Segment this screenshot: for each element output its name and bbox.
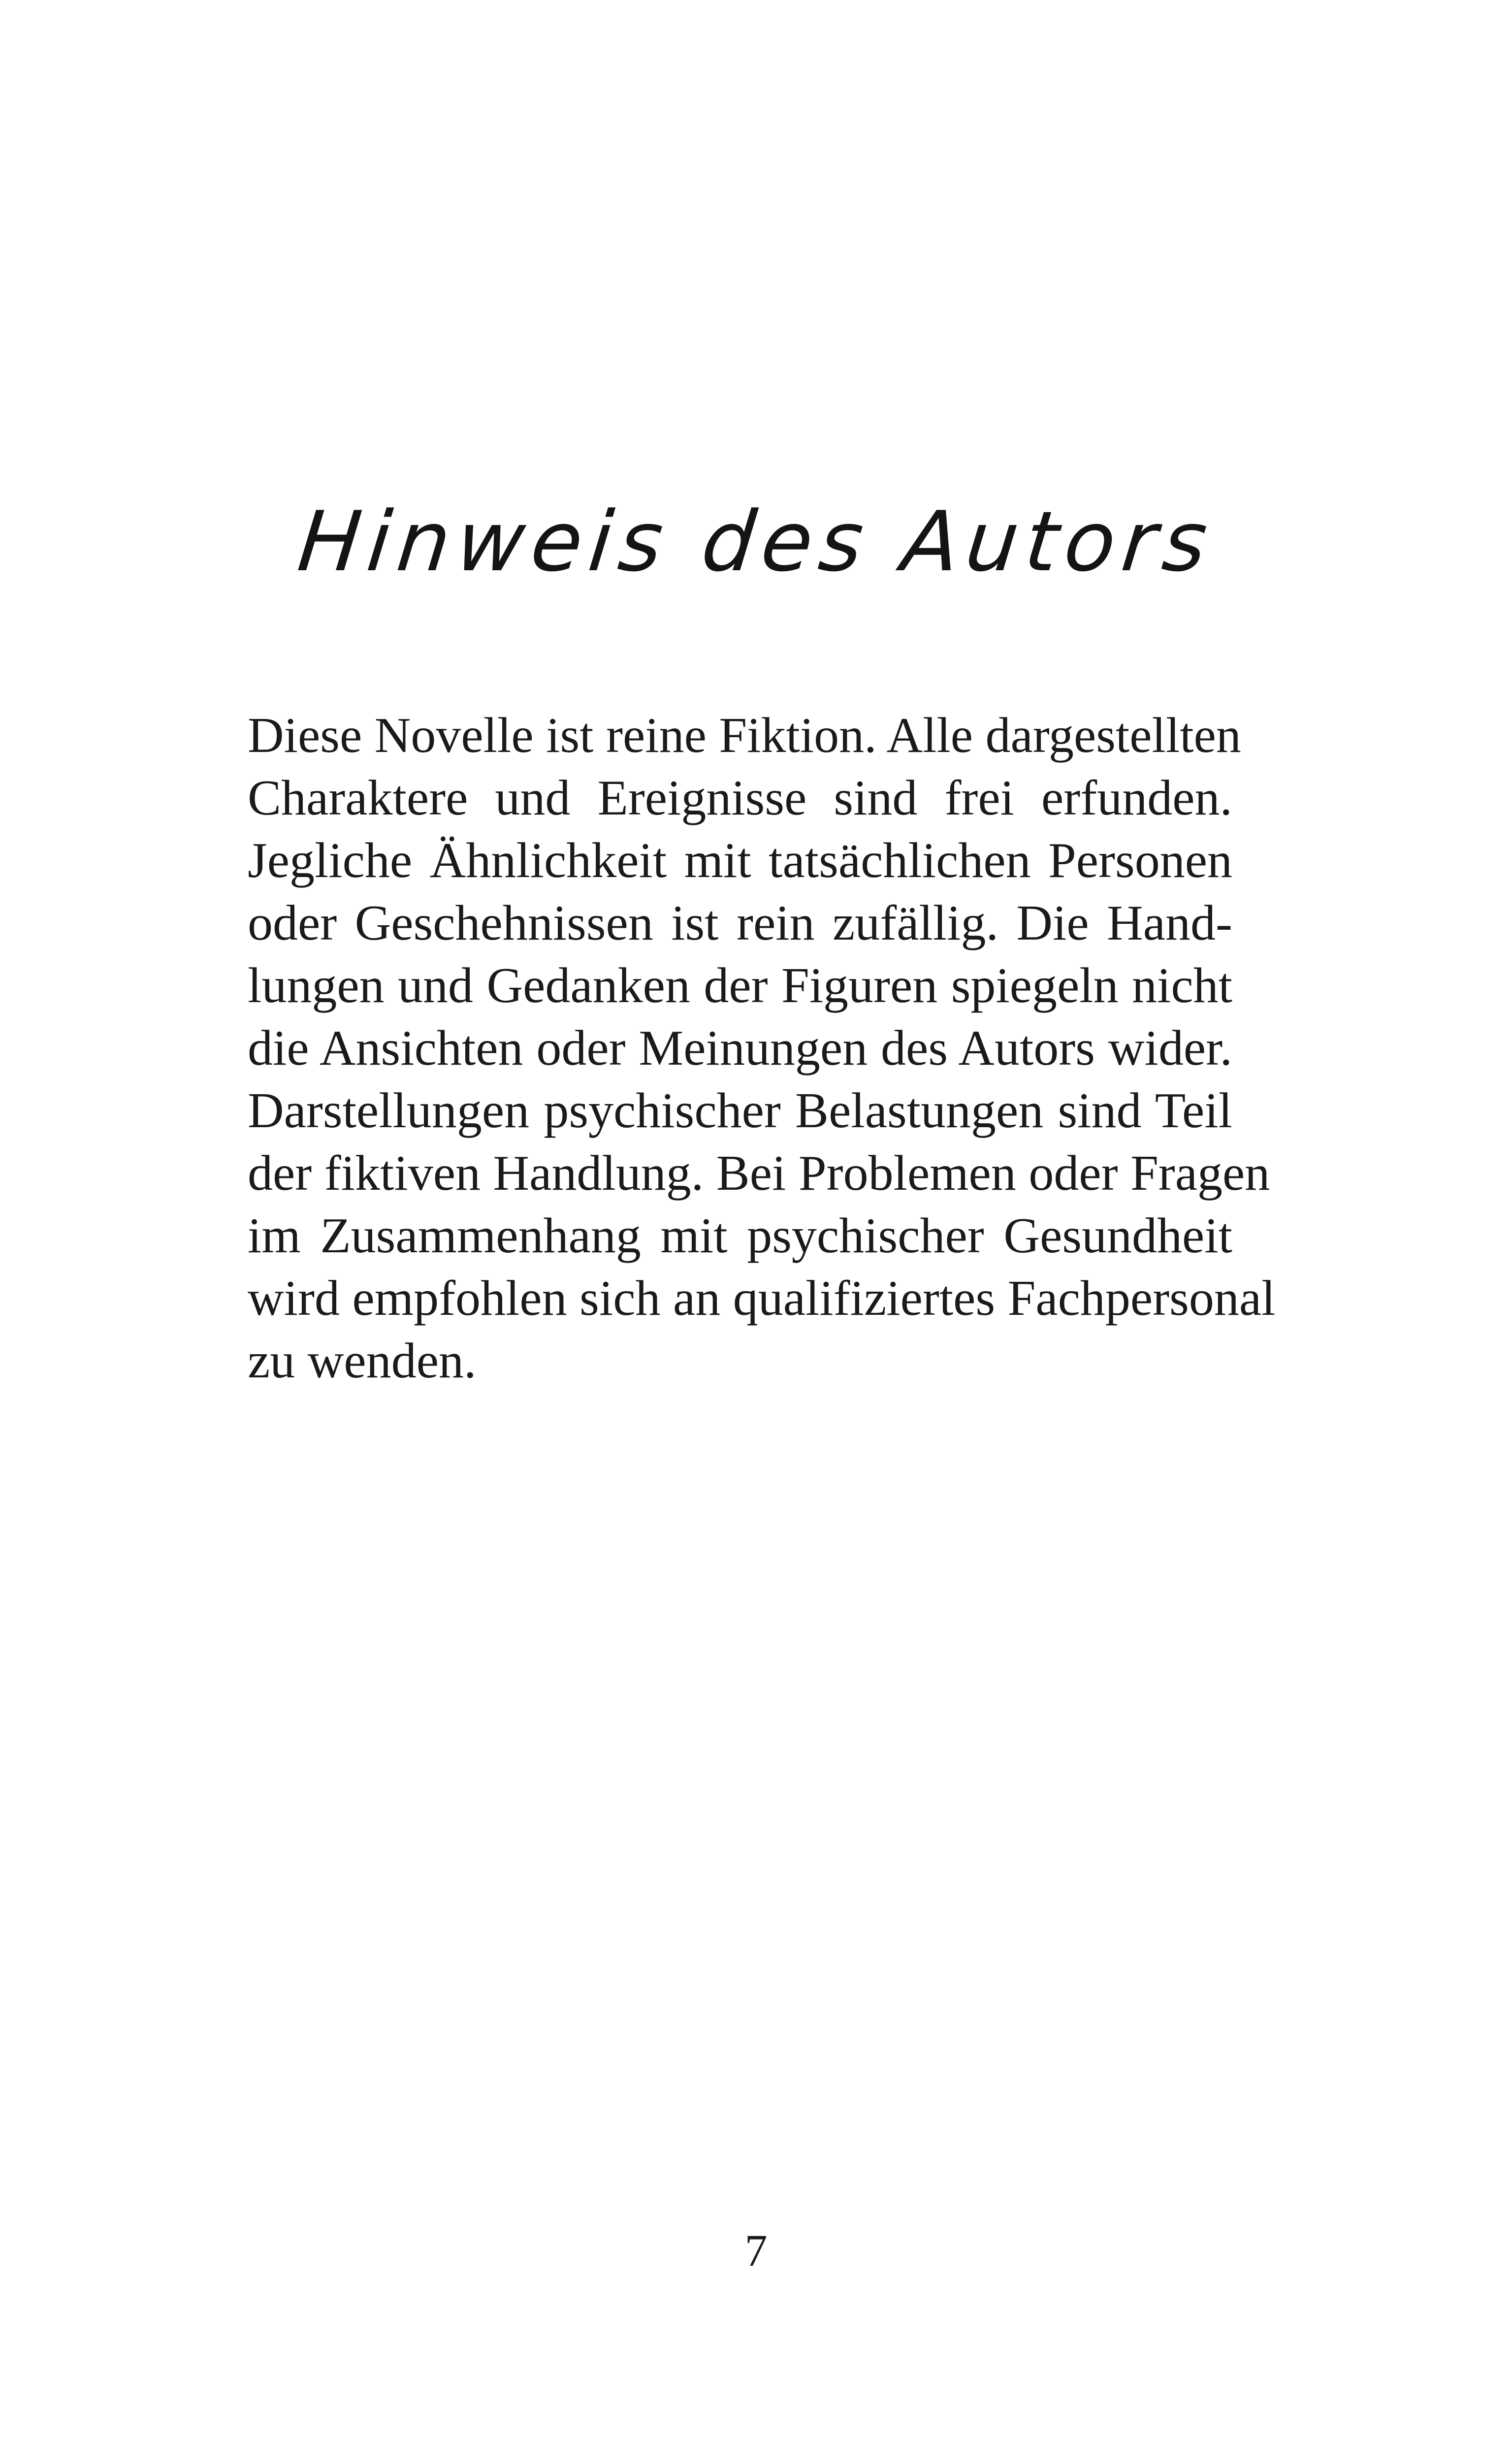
paragraph-line: die Ansichten oder Meinungen des Autors wider. <box>248 1020 1232 1076</box>
paragraph-line: lungen und Gedanken der Figuren spiegeln nicht <box>248 958 1232 1013</box>
paragraph-line: Diese Novelle ist reine Fiktion. Alle dargestellten <box>248 708 1241 763</box>
paragraph-line: Jegliche Ähnlichkeit mit tatsächlichen Personen <box>248 833 1232 888</box>
paragraph-line: Darstellungen psychischer Belastungen sind Teil <box>248 1083 1232 1139</box>
paragraph-line: der fiktiven Handlung. Bei Problemen oder Fragen <box>248 1145 1270 1201</box>
paragraph-line: zu wenden. <box>248 1333 477 1389</box>
author-note-paragraph <box>248 704 1276 1392</box>
paragraph-line: oder Geschehnissen ist rein zufällig. Die Hand- <box>248 895 1232 951</box>
paragraph-line: Charaktere und Ereignisse sind frei erfunden. <box>248 770 1232 826</box>
paragraph-line: im Zusammenhang mit psychischer Gesundheit <box>248 1208 1232 1264</box>
paragraph-line: wird empfohlen sich an qualifiziertes Fachpersonal <box>248 1270 1276 1326</box>
page-number: 7 <box>744 2225 768 2276</box>
page-title: Hinweis des Autors <box>293 493 1219 590</box>
